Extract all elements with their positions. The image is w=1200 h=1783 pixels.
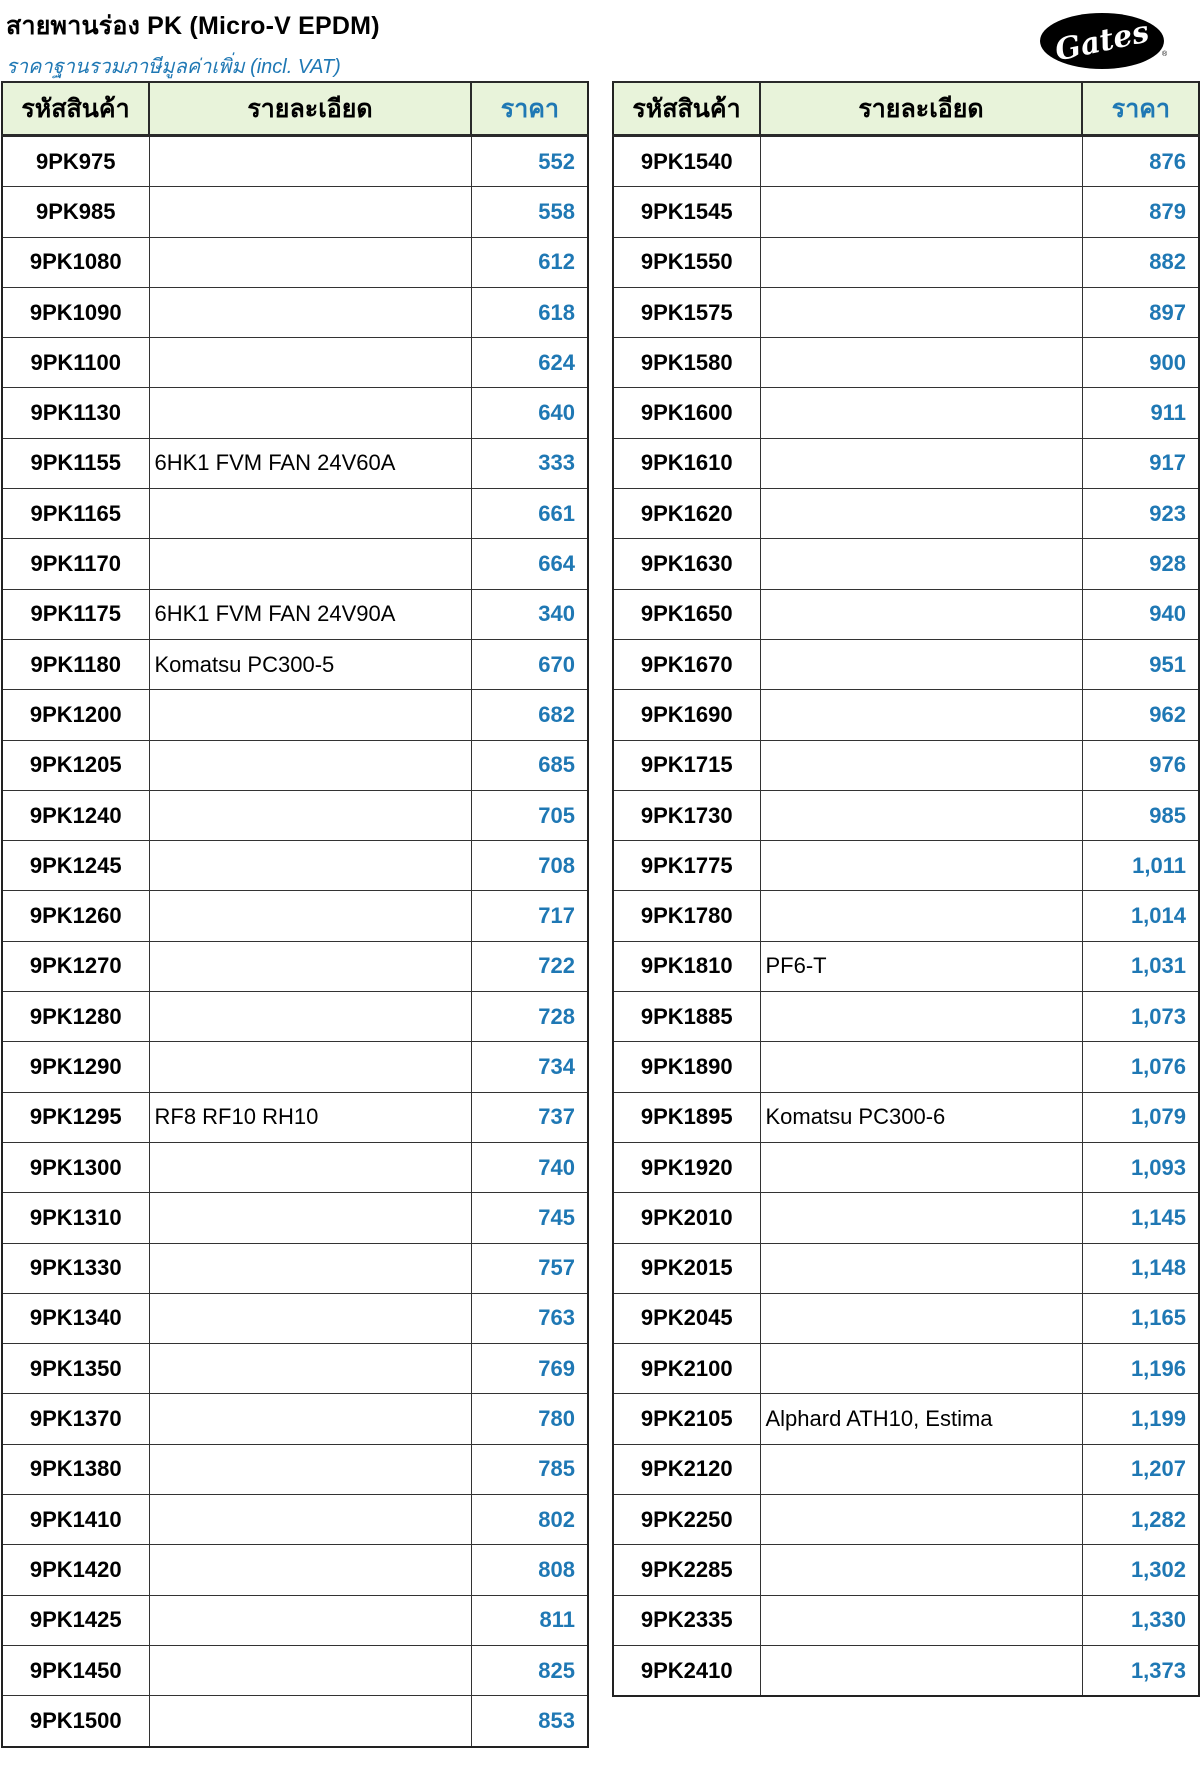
product-code: 9PK1080 — [2, 237, 149, 287]
product-description — [760, 690, 1082, 740]
product-code: 9PK1690 — [613, 690, 760, 740]
product-description — [149, 187, 471, 237]
product-description — [149, 237, 471, 287]
product-price: 1,196 — [1082, 1344, 1199, 1394]
product-price: 825 — [471, 1645, 588, 1695]
page-title: สายพานร่อง PK (Micro-V EPDM) — [6, 12, 380, 40]
table-row — [2, 941, 588, 991]
product-price: 1,199 — [1082, 1394, 1199, 1444]
table-row — [2, 1042, 588, 1092]
product-code: 9PK1130 — [2, 388, 149, 438]
product-description — [149, 891, 471, 941]
product-code: 9PK1155 — [2, 438, 149, 488]
product-price: 962 — [1082, 690, 1199, 740]
table-row — [613, 1092, 1199, 1142]
product-code: 9PK2015 — [613, 1243, 760, 1293]
product-code: 9PK1170 — [2, 539, 149, 589]
product-price: 897 — [1082, 287, 1199, 337]
product-description — [149, 1042, 471, 1092]
gates-logo — [1038, 10, 1168, 72]
product-code: 9PK985 — [2, 187, 149, 237]
column-header-description: รายละเอียด — [760, 82, 1082, 136]
product-code: 9PK1540 — [613, 136, 760, 187]
product-description: 6HK1 FVM FAN 24V90A — [149, 589, 471, 639]
product-description — [149, 1142, 471, 1192]
product-price: 705 — [471, 790, 588, 840]
product-description — [149, 1444, 471, 1494]
product-price: 928 — [1082, 539, 1199, 589]
table-row — [2, 690, 588, 740]
product-price: 769 — [471, 1344, 588, 1394]
product-price: 1,302 — [1082, 1545, 1199, 1595]
product-description — [760, 1545, 1082, 1595]
product-description — [149, 489, 471, 539]
product-description: PF6-T — [760, 941, 1082, 991]
product-price: 1,011 — [1082, 841, 1199, 891]
product-code: 9PK1425 — [2, 1595, 149, 1645]
product-description — [149, 338, 471, 388]
table-row — [2, 639, 588, 689]
product-code: 9PK1245 — [2, 841, 149, 891]
product-code: 9PK1580 — [613, 338, 760, 388]
price-table-right — [612, 81, 1200, 1697]
table-row — [613, 489, 1199, 539]
product-code: 9PK1280 — [2, 992, 149, 1042]
product-code: 9PK1775 — [613, 841, 760, 891]
table-row — [2, 891, 588, 941]
product-description: Alphard ATH10, Estima — [760, 1394, 1082, 1444]
product-code: 9PK2285 — [613, 1545, 760, 1595]
product-price: 811 — [471, 1595, 588, 1645]
table-row — [613, 891, 1199, 941]
product-description — [149, 287, 471, 337]
product-code: 9PK1205 — [2, 740, 149, 790]
product-code: 9PK1300 — [2, 1142, 149, 1192]
table-row — [613, 690, 1199, 740]
product-price: 717 — [471, 891, 588, 941]
table-row — [613, 338, 1199, 388]
product-code: 9PK2100 — [613, 1344, 760, 1394]
product-price: 558 — [471, 187, 588, 237]
product-price: 722 — [471, 941, 588, 991]
product-price: 1,076 — [1082, 1042, 1199, 1092]
product-price: 661 — [471, 489, 588, 539]
product-price: 737 — [471, 1092, 588, 1142]
product-price: 333 — [471, 438, 588, 488]
column-header-price: ราคา — [471, 82, 588, 136]
product-price: 624 — [471, 338, 588, 388]
product-code: 9PK1600 — [613, 388, 760, 438]
product-code: 9PK1630 — [613, 539, 760, 589]
product-price: 1,165 — [1082, 1293, 1199, 1343]
product-code: 9PK1890 — [613, 1042, 760, 1092]
table-row — [613, 589, 1199, 639]
product-description — [760, 992, 1082, 1042]
product-description — [760, 1293, 1082, 1343]
product-code: 9PK1715 — [613, 740, 760, 790]
table-row — [613, 388, 1199, 438]
product-price: 1,073 — [1082, 992, 1199, 1042]
product-price: 976 — [1082, 740, 1199, 790]
product-description — [149, 388, 471, 438]
table-row — [2, 1092, 588, 1142]
table-row — [2, 237, 588, 287]
product-price: 682 — [471, 690, 588, 740]
product-description: Komatsu PC300-6 — [760, 1092, 1082, 1142]
product-price: 340 — [471, 589, 588, 639]
product-price: 618 — [471, 287, 588, 337]
product-description — [149, 1344, 471, 1394]
table-row — [2, 992, 588, 1042]
product-description — [760, 589, 1082, 639]
table-row — [613, 1344, 1199, 1394]
product-price: 985 — [1082, 790, 1199, 840]
product-price: 685 — [471, 740, 588, 790]
table-row — [613, 1243, 1199, 1293]
logo-text: Gates — [1052, 14, 1153, 69]
product-description — [149, 1545, 471, 1595]
product-price: 612 — [471, 237, 588, 287]
product-code: 9PK1165 — [2, 489, 149, 539]
product-code: 9PK1290 — [2, 1042, 149, 1092]
product-code: 9PK1620 — [613, 489, 760, 539]
product-description — [149, 539, 471, 589]
product-code: 9PK1550 — [613, 237, 760, 287]
product-description — [760, 1495, 1082, 1545]
product-code: 9PK2250 — [613, 1495, 760, 1545]
product-description — [760, 287, 1082, 337]
product-price: 745 — [471, 1193, 588, 1243]
product-code: 9PK1730 — [613, 790, 760, 840]
column-header-code: รหัสสินค้า — [2, 82, 149, 136]
product-description — [760, 338, 1082, 388]
table-row — [2, 1645, 588, 1695]
product-price: 1,282 — [1082, 1495, 1199, 1545]
product-price: 640 — [471, 388, 588, 438]
product-description — [149, 1696, 471, 1747]
product-code: 9PK2045 — [613, 1293, 760, 1343]
product-description — [760, 237, 1082, 287]
product-code: 9PK1650 — [613, 589, 760, 639]
product-code: 9PK1670 — [613, 639, 760, 689]
product-price: 951 — [1082, 639, 1199, 689]
table-row — [613, 1595, 1199, 1645]
product-code: 9PK1200 — [2, 690, 149, 740]
product-price: 780 — [471, 1394, 588, 1444]
product-description — [149, 992, 471, 1042]
product-description — [760, 639, 1082, 689]
table-row — [2, 187, 588, 237]
product-code: 9PK1090 — [2, 287, 149, 337]
table-row — [2, 388, 588, 438]
table-row — [613, 790, 1199, 840]
column-header-code: รหัสสินค้า — [613, 82, 760, 136]
table-row — [2, 1344, 588, 1394]
product-code: 9PK1380 — [2, 1444, 149, 1494]
table-row — [613, 1293, 1199, 1343]
product-description — [760, 1243, 1082, 1293]
product-description: Komatsu PC300-5 — [149, 639, 471, 689]
table-row — [613, 1193, 1199, 1243]
product-code: 9PK975 — [2, 136, 149, 187]
table-row — [613, 287, 1199, 337]
table-row — [613, 136, 1199, 187]
svg-text:®: ® — [1162, 51, 1168, 58]
product-description — [760, 1595, 1082, 1645]
product-price: 740 — [471, 1142, 588, 1192]
product-description — [149, 1243, 471, 1293]
product-code: 9PK1575 — [613, 287, 760, 337]
product-price: 923 — [1082, 489, 1199, 539]
product-code: 9PK1920 — [613, 1142, 760, 1192]
table-row — [613, 1545, 1199, 1595]
product-code: 9PK1780 — [613, 891, 760, 941]
product-price: 940 — [1082, 589, 1199, 639]
product-description — [760, 1193, 1082, 1243]
product-description — [760, 187, 1082, 237]
product-code: 9PK2105 — [613, 1394, 760, 1444]
product-code: 9PK1180 — [2, 639, 149, 689]
product-price: 1,145 — [1082, 1193, 1199, 1243]
product-code: 9PK2120 — [613, 1444, 760, 1494]
product-description — [149, 841, 471, 891]
price-table-left — [1, 81, 589, 1748]
product-price: 911 — [1082, 388, 1199, 438]
product-price: 1,207 — [1082, 1444, 1199, 1494]
table-row — [2, 1193, 588, 1243]
table-row — [613, 941, 1199, 991]
product-price: 728 — [471, 992, 588, 1042]
product-code: 9PK1895 — [613, 1092, 760, 1142]
product-price: 879 — [1082, 187, 1199, 237]
product-code: 9PK1410 — [2, 1495, 149, 1545]
product-price: 757 — [471, 1243, 588, 1293]
product-description — [149, 1394, 471, 1444]
product-price: 785 — [471, 1444, 588, 1494]
product-description — [149, 1293, 471, 1343]
product-code: 9PK1240 — [2, 790, 149, 840]
product-code: 9PK2335 — [613, 1595, 760, 1645]
table-row — [2, 539, 588, 589]
product-price: 802 — [471, 1495, 588, 1545]
product-code: 9PK1175 — [2, 589, 149, 639]
product-price: 670 — [471, 639, 588, 689]
product-description — [760, 1042, 1082, 1092]
product-price: 882 — [1082, 237, 1199, 287]
product-description — [760, 388, 1082, 438]
product-description — [760, 891, 1082, 941]
table-row — [2, 1545, 588, 1595]
product-price: 1,079 — [1082, 1092, 1199, 1142]
product-price: 808 — [471, 1545, 588, 1595]
table-row — [2, 1394, 588, 1444]
product-description — [149, 1595, 471, 1645]
table-header-row — [2, 82, 588, 136]
product-code: 9PK1500 — [2, 1696, 149, 1747]
product-price: 664 — [471, 539, 588, 589]
table-row — [613, 1645, 1199, 1696]
product-description — [760, 1444, 1082, 1494]
product-code: 9PK1370 — [2, 1394, 149, 1444]
table-row — [2, 790, 588, 840]
table-row — [2, 287, 588, 337]
product-code: 9PK1885 — [613, 992, 760, 1042]
product-price: 1,373 — [1082, 1645, 1199, 1696]
product-description — [760, 1344, 1082, 1394]
product-code: 9PK2010 — [613, 1193, 760, 1243]
product-code: 9PK1610 — [613, 438, 760, 488]
product-description: RF8 RF10 RH10 — [149, 1092, 471, 1142]
product-description — [760, 489, 1082, 539]
product-description — [149, 690, 471, 740]
table-row — [613, 992, 1199, 1042]
product-description — [760, 539, 1082, 589]
product-code: 9PK1450 — [2, 1645, 149, 1695]
table-header-row — [613, 82, 1199, 136]
product-code: 9PK2410 — [613, 1645, 760, 1696]
column-header-description: รายละเอียด — [149, 82, 471, 136]
product-price: 708 — [471, 841, 588, 891]
table-row — [2, 1243, 588, 1293]
product-price: 917 — [1082, 438, 1199, 488]
product-price: 1,031 — [1082, 941, 1199, 991]
product-description: 6HK1 FVM FAN 24V60A — [149, 438, 471, 488]
page-subtitle: ราคาฐานรวมภาษีมูลค่าเพิ่ม (incl. VAT) — [6, 56, 341, 78]
product-description — [149, 790, 471, 840]
product-description — [760, 841, 1082, 891]
product-price: 1,330 — [1082, 1595, 1199, 1645]
table-row — [2, 489, 588, 539]
table-row — [2, 1495, 588, 1545]
table-row — [613, 841, 1199, 891]
table-row — [613, 1042, 1199, 1092]
table-row — [2, 841, 588, 891]
table-row — [613, 539, 1199, 589]
table-row — [613, 187, 1199, 237]
product-code: 9PK1810 — [613, 941, 760, 991]
product-description — [760, 740, 1082, 790]
table-row — [613, 1394, 1199, 1444]
product-code: 9PK1295 — [2, 1092, 149, 1142]
product-price: 734 — [471, 1042, 588, 1092]
table-row — [2, 338, 588, 388]
table-row — [613, 740, 1199, 790]
table-row — [2, 1142, 588, 1192]
product-price: 876 — [1082, 136, 1199, 187]
product-code: 9PK1100 — [2, 338, 149, 388]
product-description — [149, 740, 471, 790]
table-row — [613, 237, 1199, 287]
product-price: 1,014 — [1082, 891, 1199, 941]
table-row — [613, 1142, 1199, 1192]
table-row — [2, 1444, 588, 1494]
table-row — [2, 740, 588, 790]
product-code: 9PK1420 — [2, 1545, 149, 1595]
table-row — [613, 438, 1199, 488]
product-price: 853 — [471, 1696, 588, 1747]
product-description — [760, 1142, 1082, 1192]
product-description — [149, 1645, 471, 1695]
product-code: 9PK1340 — [2, 1293, 149, 1343]
product-description — [149, 1193, 471, 1243]
table-row — [2, 589, 588, 639]
product-code: 9PK1330 — [2, 1243, 149, 1293]
product-description — [760, 136, 1082, 187]
table-row — [613, 1444, 1199, 1494]
product-price: 1,148 — [1082, 1243, 1199, 1293]
product-description — [149, 941, 471, 991]
table-row — [2, 136, 588, 187]
product-description — [760, 438, 1082, 488]
product-price: 763 — [471, 1293, 588, 1343]
product-description — [760, 1645, 1082, 1696]
table-row — [613, 1495, 1199, 1545]
table-row — [2, 1595, 588, 1645]
product-code: 9PK1545 — [613, 187, 760, 237]
product-description — [149, 1495, 471, 1545]
product-code: 9PK1260 — [2, 891, 149, 941]
product-price: 552 — [471, 136, 588, 187]
table-row — [613, 639, 1199, 689]
table-row — [2, 1696, 588, 1747]
product-description — [760, 790, 1082, 840]
product-code: 9PK1350 — [2, 1344, 149, 1394]
table-row — [2, 1293, 588, 1343]
product-code: 9PK1310 — [2, 1193, 149, 1243]
product-price: 1,093 — [1082, 1142, 1199, 1192]
product-price: 900 — [1082, 338, 1199, 388]
column-header-price: ราคา — [1082, 82, 1199, 136]
product-code: 9PK1270 — [2, 941, 149, 991]
table-row — [2, 438, 588, 488]
product-description — [149, 136, 471, 187]
